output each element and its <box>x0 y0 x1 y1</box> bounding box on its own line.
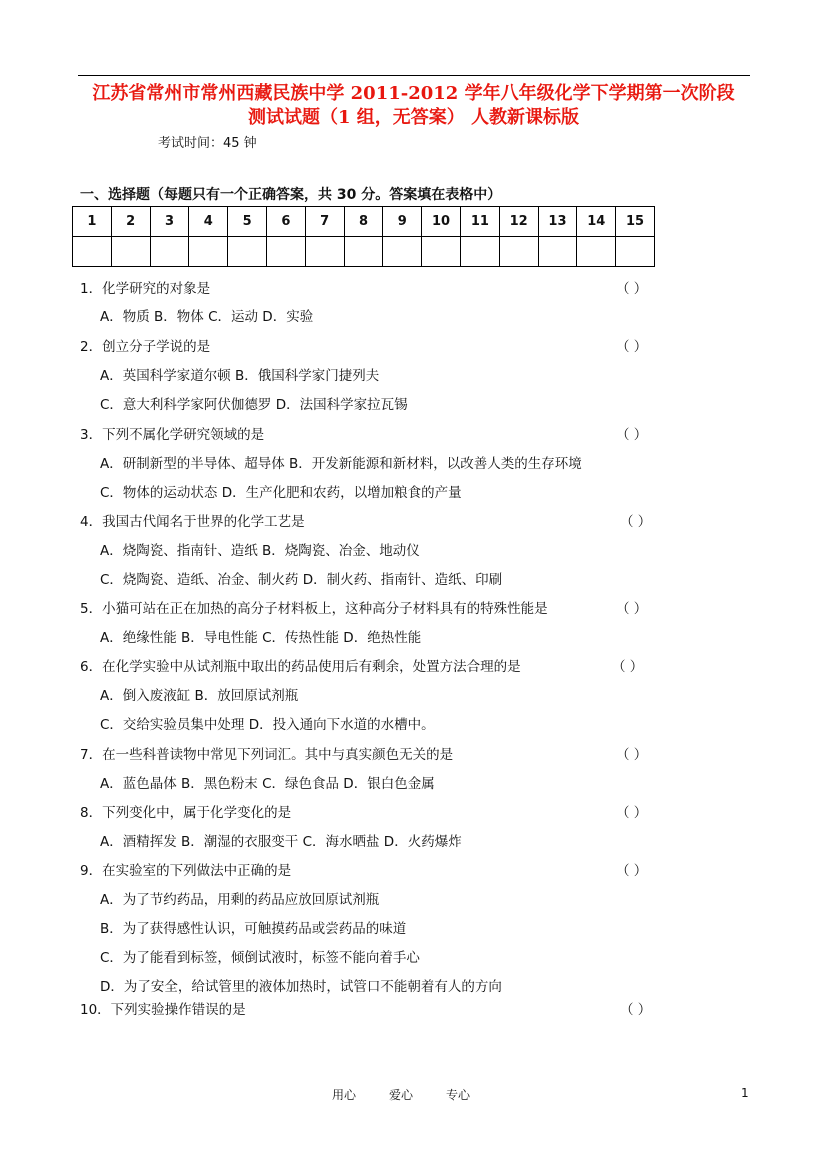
answer-number-cell: 7 <box>305 207 344 237</box>
question-text: 5．小猫可站在正在加热的高分子材料板上，这种高分子材料具有的特殊性能是 <box>80 601 548 617</box>
answer-number-cell: 12 <box>499 207 538 237</box>
answer-number-cell: 6 <box>266 207 305 237</box>
option-line: A．绝缘性能 B．导电性能 C．传热性能 D．绝热性能 <box>100 630 422 646</box>
answer-parentheses: （ ） <box>612 659 644 675</box>
answer-number-cell: 10 <box>422 207 461 237</box>
answer-blank-cell[interactable] <box>422 237 461 267</box>
answer-number-cell: 15 <box>616 207 655 237</box>
answer-parentheses: （ ） <box>616 427 648 443</box>
answer-blank-cell[interactable] <box>228 237 267 267</box>
answer-blank-cell[interactable] <box>383 237 422 267</box>
answer-parentheses: （ ） <box>616 339 648 355</box>
footer-motto-2: 爱心 <box>389 1088 414 1102</box>
question-text: 3．下列不属化学研究领域的是 <box>80 427 265 443</box>
answer-blank-cell[interactable] <box>150 237 189 267</box>
answer-number-cell: 8 <box>344 207 383 237</box>
answer-blank-cell[interactable] <box>538 237 577 267</box>
answer-blank-cell[interactable] <box>577 237 616 267</box>
answer-blank-cell[interactable] <box>499 237 538 267</box>
answer-number-cell: 11 <box>460 207 499 237</box>
document-title-line-2: 测试试题（1 组，无答案） 人教新课标版 <box>247 107 580 128</box>
answer-blank-cell[interactable] <box>344 237 383 267</box>
answer-number-cell: 9 <box>383 207 422 237</box>
header-rule <box>78 75 750 76</box>
answer-parentheses: （ ） <box>620 1002 652 1018</box>
option-line: A．倒入废液缸 B．放回原试剂瓶 <box>100 688 299 704</box>
option-line: A．酒精挥发 B．潮湿的衣服变干 C．海水晒盐 D．火药爆炸 <box>100 834 462 850</box>
question-text: 10．下列实验操作错误的是 <box>80 1002 246 1018</box>
question-text: 9．在实验室的下列做法中正确的是 <box>80 863 292 879</box>
option-line: C．烧陶瓷、造纸、冶金、制火药 D．制火药、指南针、造纸、印刷 <box>100 572 503 588</box>
answer-blank-cell[interactable] <box>305 237 344 267</box>
option-line: C．交给实验员集中处理 D．投入通向下水道的水槽中。 <box>100 717 435 733</box>
answer-number-cell: 5 <box>228 207 267 237</box>
answer-parentheses: （ ） <box>616 863 648 879</box>
question-text: 6．在化学实验中从试剂瓶中取出的药品使用后有剩余，处置方法合理的是 <box>80 659 521 675</box>
answer-table-blank-row <box>73 237 655 267</box>
answer-number-cell: 3 <box>150 207 189 237</box>
footer-motto-3: 专心 <box>446 1088 471 1102</box>
option-line: B．为了获得感性认识，可触摸药品或尝药品的味道 <box>100 921 407 937</box>
answer-number-cell: 14 <box>577 207 616 237</box>
question-text: 7．在一些科普读物中常见下列词汇。其中与真实颜色无关的是 <box>80 747 454 763</box>
answer-parentheses: （ ） <box>620 514 652 530</box>
option-line: A．为了节约药品，用剩的药品应放回原试剂瓶 <box>100 892 380 908</box>
answer-blank-cell[interactable] <box>189 237 228 267</box>
answer-blank-cell[interactable] <box>73 237 112 267</box>
answer-blank-cell[interactable] <box>616 237 655 267</box>
option-line: D．为了安全，给试管里的液体加热时，试管口不能朝着有人的方向 <box>100 979 502 995</box>
answer-table <box>72 206 655 267</box>
option-line: A．蓝色晶体 B．黑色粉末 C．绿色食品 D．银白色金属 <box>100 776 435 792</box>
answer-number-cell: 13 <box>538 207 577 237</box>
question-text: 8．下列变化中，属于化学变化的是 <box>80 805 292 821</box>
option-line: C．为了能看到标签，倾倒试液时，标签不能向着手心 <box>100 950 420 966</box>
exam-time: 考试时间：45 钟 <box>158 136 257 151</box>
answer-table-number-row <box>73 207 655 237</box>
answer-blank-cell[interactable] <box>111 237 150 267</box>
answer-number-cell: 1 <box>73 207 112 237</box>
option-line: A．烧陶瓷、指南针、造纸 B．烧陶瓷、冶金、地动仪 <box>100 543 420 559</box>
option-line: A．物质 B．物体 C．运动 D．实验 <box>100 309 314 325</box>
answer-blank-cell[interactable] <box>460 237 499 267</box>
answer-number-cell: 2 <box>111 207 150 237</box>
answer-number-cell: 4 <box>189 207 228 237</box>
option-line: C．意大利科学家阿伏伽德罗 D．法国科学家拉瓦锡 <box>100 397 408 413</box>
answer-parentheses: （ ） <box>616 805 648 821</box>
question-text: 1．化学研究的对象是 <box>80 281 211 297</box>
option-line: C．物体的运动状态 D．生产化肥和农药，以增加粮食的产量 <box>100 485 462 501</box>
document-title-line-1: 江苏省常州市常州西藏民族中学 2011-2012 学年八年级化学下学期第一次阶段 <box>92 83 735 104</box>
answer-parentheses: （ ） <box>616 747 648 763</box>
option-line: A．研制新型的半导体、超导体 B．开发新能源和新材料，以改善人类的生存环境 <box>100 456 582 472</box>
section-heading: 一、选择题（每题只有一个正确答案，共 30 分。答案填在表格中） <box>80 187 502 203</box>
page-number: 1 <box>741 1086 749 1100</box>
footer-motto-1: 用心 <box>332 1088 357 1102</box>
option-line: A．英国科学家道尔顿 B．俄国科学家门捷列夫 <box>100 368 380 384</box>
question-text: 2．创立分子学说的是 <box>80 339 211 355</box>
answer-blank-cell[interactable] <box>266 237 305 267</box>
question-text: 4．我国古代闻名于世界的化学工艺是 <box>80 514 305 530</box>
answer-parentheses: （ ） <box>616 601 648 617</box>
answer-parentheses: （ ） <box>616 281 648 297</box>
